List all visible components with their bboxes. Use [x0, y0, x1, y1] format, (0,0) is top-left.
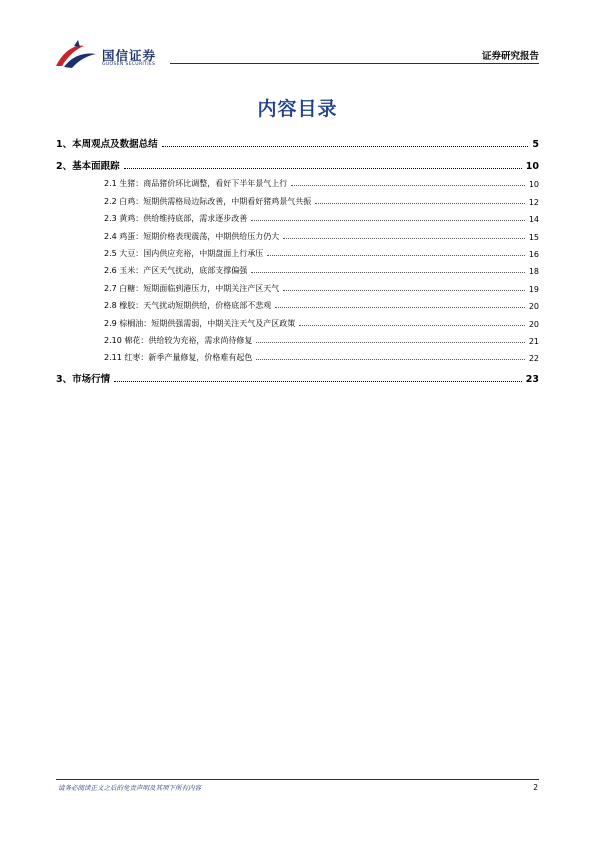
toc-subsection-link[interactable] [56, 224, 539, 241]
toc-subsection-link[interactable] [56, 172, 539, 189]
toc-entry-label: 2.4 鸡蛋：短期价格表现震荡，中期供给压力仍大 [104, 231, 280, 241]
toc-entry-label: 3、市场行情 [56, 374, 111, 386]
toc-dot-leader [256, 359, 524, 360]
toc-subsection-link[interactable] [56, 346, 539, 363]
toc-subsection-link[interactable] [56, 242, 539, 259]
toc-section-link[interactable] [56, 363, 539, 385]
toc-entry-page: 19 [528, 284, 539, 294]
toc-entry-page: 22 [528, 354, 539, 364]
toc-entry-label: 2.1 生猪：商品猪价环比调整，看好下半年景气上行 [104, 179, 288, 189]
toc-dot-leader [251, 272, 525, 273]
toc-entry-label: 2、基本面跟踪 [56, 161, 120, 172]
toc-entry-label: 2.3 黄鸡：供给维持底部，需求逐步改善 [104, 214, 248, 224]
toc-entry-label: 2.6 玉米：产区天气扰动，底部支撑偏强 [104, 266, 248, 276]
toc-entry-page: 15 [528, 232, 539, 242]
toc-entry-page: 23 [525, 374, 539, 386]
toc-subsection-link[interactable] [56, 276, 539, 293]
header-divider [170, 63, 539, 64]
logo-chinese-name: 国信证券 [102, 48, 157, 63]
toc-entry-page: 16 [528, 249, 539, 259]
toc-entry-label: 2.7 白糖：短期面临到港压力，中期关注产区天气 [104, 283, 280, 293]
toc-section-link[interactable] [56, 128, 539, 150]
guosen-logo [54, 40, 174, 70]
toc-subsection-link[interactable] [56, 207, 539, 224]
toc-dot-leader [275, 307, 525, 308]
toc-entry-label: 2.10 棉花：供给较为充裕，需求尚待修复 [104, 335, 253, 345]
toc-dot-leader [256, 342, 524, 343]
toc-subsection-link[interactable] [56, 311, 539, 328]
toc-entry-page: 18 [528, 267, 539, 277]
toc-entry-page: 10 [528, 180, 539, 190]
toc-entry-page: 5 [532, 139, 539, 150]
toc-dot-leader [251, 220, 525, 221]
toc-dot-leader [162, 146, 529, 147]
toc-dot-leader [283, 238, 525, 239]
toc-subsection-link[interactable] [56, 189, 539, 206]
toc-dot-leader [315, 203, 525, 204]
toc-subsection-link[interactable] [56, 294, 539, 311]
toc-entry-page: 20 [528, 319, 539, 329]
toc-dot-leader [299, 325, 525, 326]
page-number: 2 [533, 783, 538, 792]
toc-entry-label: 2.9 棕榈油：短期供强需弱，中期关注天气及产区政策 [104, 318, 296, 328]
toc-subsection-link[interactable] [56, 259, 539, 276]
table-of-contents [56, 128, 539, 385]
toc-subsection-link[interactable] [56, 329, 539, 346]
toc-dot-leader [124, 168, 522, 169]
toc-entry-label: 2.2 白鸡：短期供需格局边际改善，中期看好猪鸡景气共振 [104, 196, 312, 206]
logo-english-name: GUOSEN SECURITIES [102, 62, 156, 67]
toc-dot-leader [283, 290, 525, 291]
toc-dot-leader [114, 381, 522, 382]
toc-entry-label: 2.5 大豆：国内供应充裕，中期盘面上行承压 [104, 248, 264, 258]
report-type-label: 证券研究报告 [481, 51, 539, 62]
toc-entry-label: 2.8 橡胶：天气扰动短期供给，价格底部不悲观 [104, 301, 272, 311]
toc-entry-page: 10 [525, 161, 539, 172]
footer-disclaimer: 请务必阅读正文之后的免责声明及其项下所有内容 [58, 784, 201, 792]
toc-entry-page: 14 [528, 215, 539, 225]
toc-dot-leader [267, 255, 525, 256]
toc-dot-leader [291, 185, 525, 186]
page-header [0, 0, 595, 75]
footer-divider [56, 779, 539, 780]
toc-entry-label: 2.11 红枣：新季产量修复，价格难有起色 [104, 353, 253, 363]
toc-section-link[interactable] [56, 150, 539, 172]
toc-title: 内容目录 [257, 98, 338, 120]
guosen-logo-icon [54, 40, 98, 70]
toc-entry-page: 12 [528, 197, 539, 207]
toc-entry-page: 21 [528, 336, 539, 346]
toc-entry-label: 1、本周观点及数据总结 [56, 139, 158, 150]
toc-entry-page: 20 [528, 302, 539, 312]
